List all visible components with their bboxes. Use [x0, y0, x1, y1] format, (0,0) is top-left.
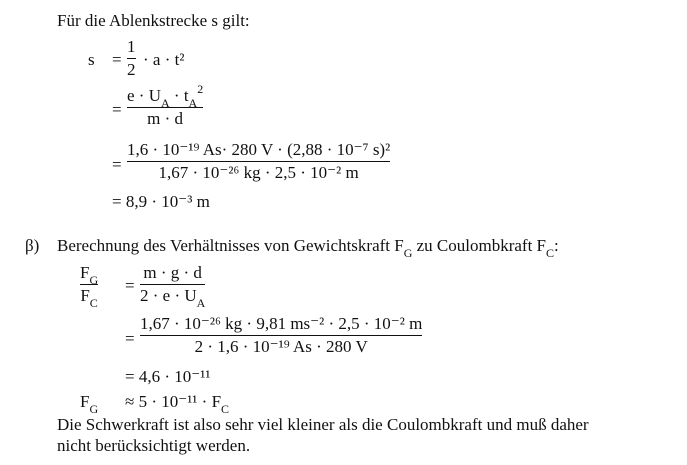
subscript: G [403, 246, 413, 261]
subscript: G [89, 273, 99, 288]
heading-part: : [554, 236, 559, 255]
equals-sign: = [125, 329, 135, 348]
fraction-b-line2 [140, 314, 422, 356]
subscript: A [160, 96, 170, 111]
fg-letter: F [80, 392, 90, 411]
heading-part: Berechnung des Verhältnisses von Gewichtskraft F [57, 236, 404, 255]
variable-s: s [88, 50, 95, 69]
heading-part: zu Coulombkraft F [412, 236, 547, 255]
fraction-numerator: 1 [127, 37, 136, 56]
num-part: F [80, 263, 90, 282]
formula-rest: · a · t² [143, 50, 185, 69]
result-b: = 4,6 · 10⁻¹¹ [125, 367, 211, 386]
den-part: 2 · e · U [140, 286, 197, 305]
fraction-line3 [127, 140, 390, 182]
approx-part: ≈ 5 · 10⁻¹¹ · F [125, 392, 222, 411]
fraction-denominator [140, 286, 206, 311]
fraction-one-half [127, 37, 136, 79]
fraction-denominator [80, 286, 98, 311]
superscript: 2 [197, 82, 204, 97]
conclusion-line-2: nicht berücksichtigt werden. [57, 436, 251, 455]
subscript: C [221, 402, 230, 417]
subscript: G [89, 402, 99, 417]
num-part: · t [169, 86, 189, 105]
fraction-denominator: 2 [127, 60, 136, 79]
fraction-bar [127, 161, 390, 162]
fraction-line2 [127, 82, 204, 128]
fraction-denominator: 1,67 · 10⁻²⁶ kg · 2,5 · 10⁻² m [158, 163, 359, 182]
fraction-denominator: 2 · 1,6 · 10⁻¹⁹ As · 280 V [194, 337, 368, 356]
den-part: F [80, 286, 90, 305]
subscript: C [546, 246, 555, 261]
fraction-denominator: m · d [147, 109, 184, 128]
fraction-numerator [80, 263, 99, 288]
fraction-bar [140, 335, 422, 336]
subscript: A [196, 296, 206, 311]
fraction-numerator: 1,6 · 10⁻¹⁹ As· 280 V · (2,88 · 10⁻⁷ s)² [127, 140, 391, 159]
subscript: C [89, 296, 98, 311]
fraction-numerator: 1,67 · 10⁻²⁶ kg · 9,81 ms⁻² · 2,5 · 10⁻² m [140, 314, 423, 333]
fraction-numerator: m · g · d [143, 263, 202, 282]
intro-text: Für die Ablenkstrecke s gilt: [57, 11, 250, 30]
fraction-bar [127, 58, 136, 59]
equals-sign: = [125, 276, 135, 295]
fg-label [80, 392, 99, 417]
fraction-fg-fc [80, 263, 99, 311]
fraction-b-line1 [140, 263, 206, 311]
subscript: A [188, 96, 198, 111]
result-a: = 8,9 · 10⁻³ m [112, 192, 210, 211]
fraction-numerator [127, 82, 204, 111]
part-b-marker: β) [25, 236, 40, 255]
conclusion-line-1: Die Schwerkraft ist also sehr viel kleiner als die Coulombkraft und muß daher [57, 415, 589, 434]
part-b-heading [57, 236, 559, 261]
num-part: e · U [127, 86, 161, 105]
equals-sign: = [112, 100, 122, 119]
fg-approx [125, 392, 230, 417]
equals-sign: = [112, 50, 122, 69]
fraction-bar [140, 284, 205, 285]
equals-sign: = [112, 155, 122, 174]
